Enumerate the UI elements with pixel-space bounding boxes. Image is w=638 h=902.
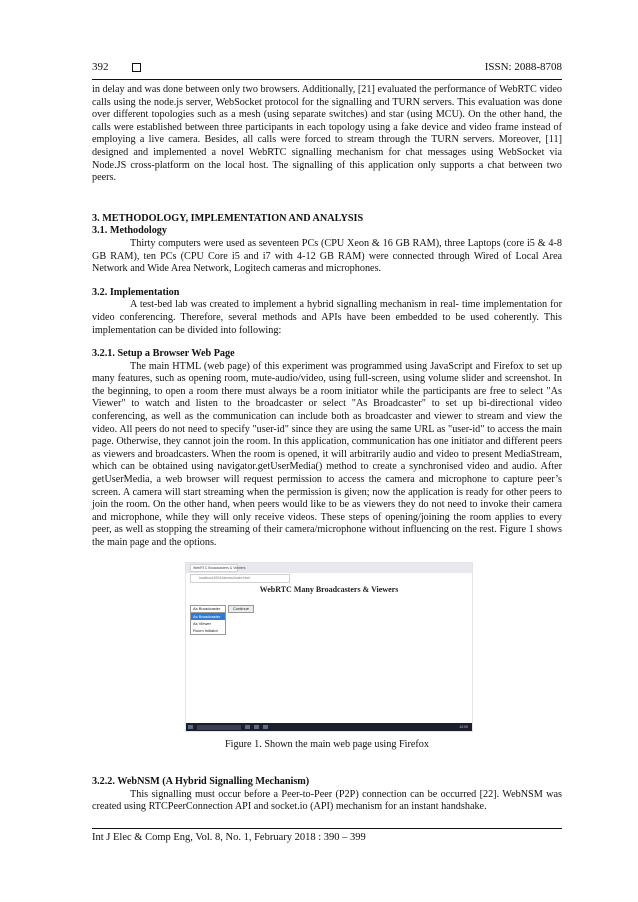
main-text-continued: [92, 776, 562, 814]
section-3-2-2-text: This signalling must occur before a Peer-to-Peer (P2P) connection can be occurred [22]. WebNSM was created using RTCPeerConnection API and socket.io (API) mechanism for an instant handshake.: [92, 788, 562, 813]
taskbar-app-icon: [245, 725, 250, 729]
taskbar-search: [197, 725, 241, 730]
role-select: [190, 605, 226, 635]
section-3-2-text: A test-bed lab was created to implement a hybrid signalling mechanism in real- time implementation for video conferencing. Therefore, several methods and APIs have been embedded to be used coherently. This implementation can be divided into following:: [92, 299, 562, 336]
section-3-2-2-heading: 3.2.2. WebNSM (A Hybrid Signalling Mechanism): [92, 776, 310, 787]
figure-1-screenshot: [185, 562, 473, 732]
taskbar-clock: 12:00: [459, 725, 468, 729]
section-3-2-heading: 3.2. Implementation: [92, 286, 180, 298]
os-taskbar: [186, 723, 472, 731]
intro-paragraph: in delay and was done between only two browsers. Additionally, [21] evaluated the performance of WebRTC video calls using the node.js server, WebSocket protocol for the signalling and TURN servers. This evaluation was done over different topologies such as a mesh (using separate switches) and star (using MCU). On the other hand, the calls were established between three participants in each topology using a fake device and video frame instead of employing a live camera. Besides, all calls were forced to stream through the TURN servers. Moreover, [11] designed and implemented a novel WebRTC signalling mechanism for chat messages using WebSocket via Node.JS cross-platform on the local host. The signalling of this application only supports a chat between two peers.: [92, 84, 562, 184]
taskbar-app-icon: [254, 725, 259, 729]
page-footer: Int J Elec & Comp Eng, Vol. 8, No. 1, February 2018 : 390 – 399: [92, 832, 366, 843]
role-option: As Broadcaster: [191, 613, 225, 620]
section-3-1-text: Thirty computers were used as seventeen PCs (CPU Xeon & 16 GB RAM), three Laptops (core i5 & 4-8 GB RAM), ten PCs (CPU Core i5 and i7 with 4-12 GB RAM) were connected through Wired of Local Area Network and Wide Area Network, Logitech cameras and microphones.: [92, 237, 562, 275]
browser-url-bar: localhost:9001/demos/index.html: [190, 574, 290, 583]
figure-page-title: WebRTC Many Broadcasters & Viewers: [259, 585, 399, 594]
browser-tab-bar: [186, 563, 472, 573]
square-bullet-icon: [132, 63, 141, 72]
figure-1-caption: Figure 1. Shown the main web page using Firefox: [224, 739, 429, 750]
page-number: 392: [92, 61, 109, 73]
section-3-1-heading: 3.1. Methodology: [92, 225, 167, 237]
main-text: [92, 84, 562, 550]
role-option: Room Initiator: [193, 628, 218, 633]
role-select-value: As Broadcaster: [190, 605, 226, 613]
role-select-options: [190, 613, 226, 635]
browser-tab: WebRTC Broadcasters & Viewers: [190, 564, 238, 572]
issn-label: ISSN: 2088-8708: [484, 61, 562, 73]
windows-start-icon: [188, 725, 193, 729]
section-3-2-1-text: The main HTML (web page) of this experiment was programmed using JavaScript and Firefox to set up many features, such as opening room, mute-audio/video, using full-screen, using volume slider and screenshot. In the beginning, to open a room there must always be a room initiator while the participants are free to select "As Viewer" to watch and listen to the broadcaster or select "As Broadcaster" to set up bi-directional video conferencing, as well as the communication can include both as broadcaster and viewer to stream and view the video. All peers do not need to specify "user-id" since they are using the same URL as "user-id" to access the main page. Otherwise, they cannot join the room. In this application, communication has one initiator and different peers as viewers and broadcasters. When the room is opened, it will arbitrarily audio and video to present MediaStream, which can be obtained using navigator.getUserMedia() method to create a synchronised video and audio. After getUserMedia, a web browser will request permission to access the camera and microphone to capture peer’s screen. A camera will start streaming when the permission is given; now the application is ready for other peers to join the room. On the other hand, when peers would like to be as viewers they do not need to invoke their camera and microphone, while they will only receive videos. These steps of opening/joining the room applies to every peer, as well as stopping the streaming of their camera/microphone without influencing on the rest. Figure 1 shows the main page and the options.: [92, 360, 563, 548]
taskbar-app-icon: [263, 725, 268, 729]
role-option: As Viewer: [193, 621, 211, 626]
section-3-2-1-heading: 3.2.1. Setup a Browser Web Page: [92, 348, 235, 360]
page-header: [92, 61, 562, 77]
header-rule: [92, 79, 562, 80]
footer-rule: [92, 828, 562, 829]
continue-button: Continue: [228, 605, 254, 613]
section-3-heading: 3. METHODOLOGY, IMPLEMENTATION AND ANALYSIS: [92, 212, 364, 224]
